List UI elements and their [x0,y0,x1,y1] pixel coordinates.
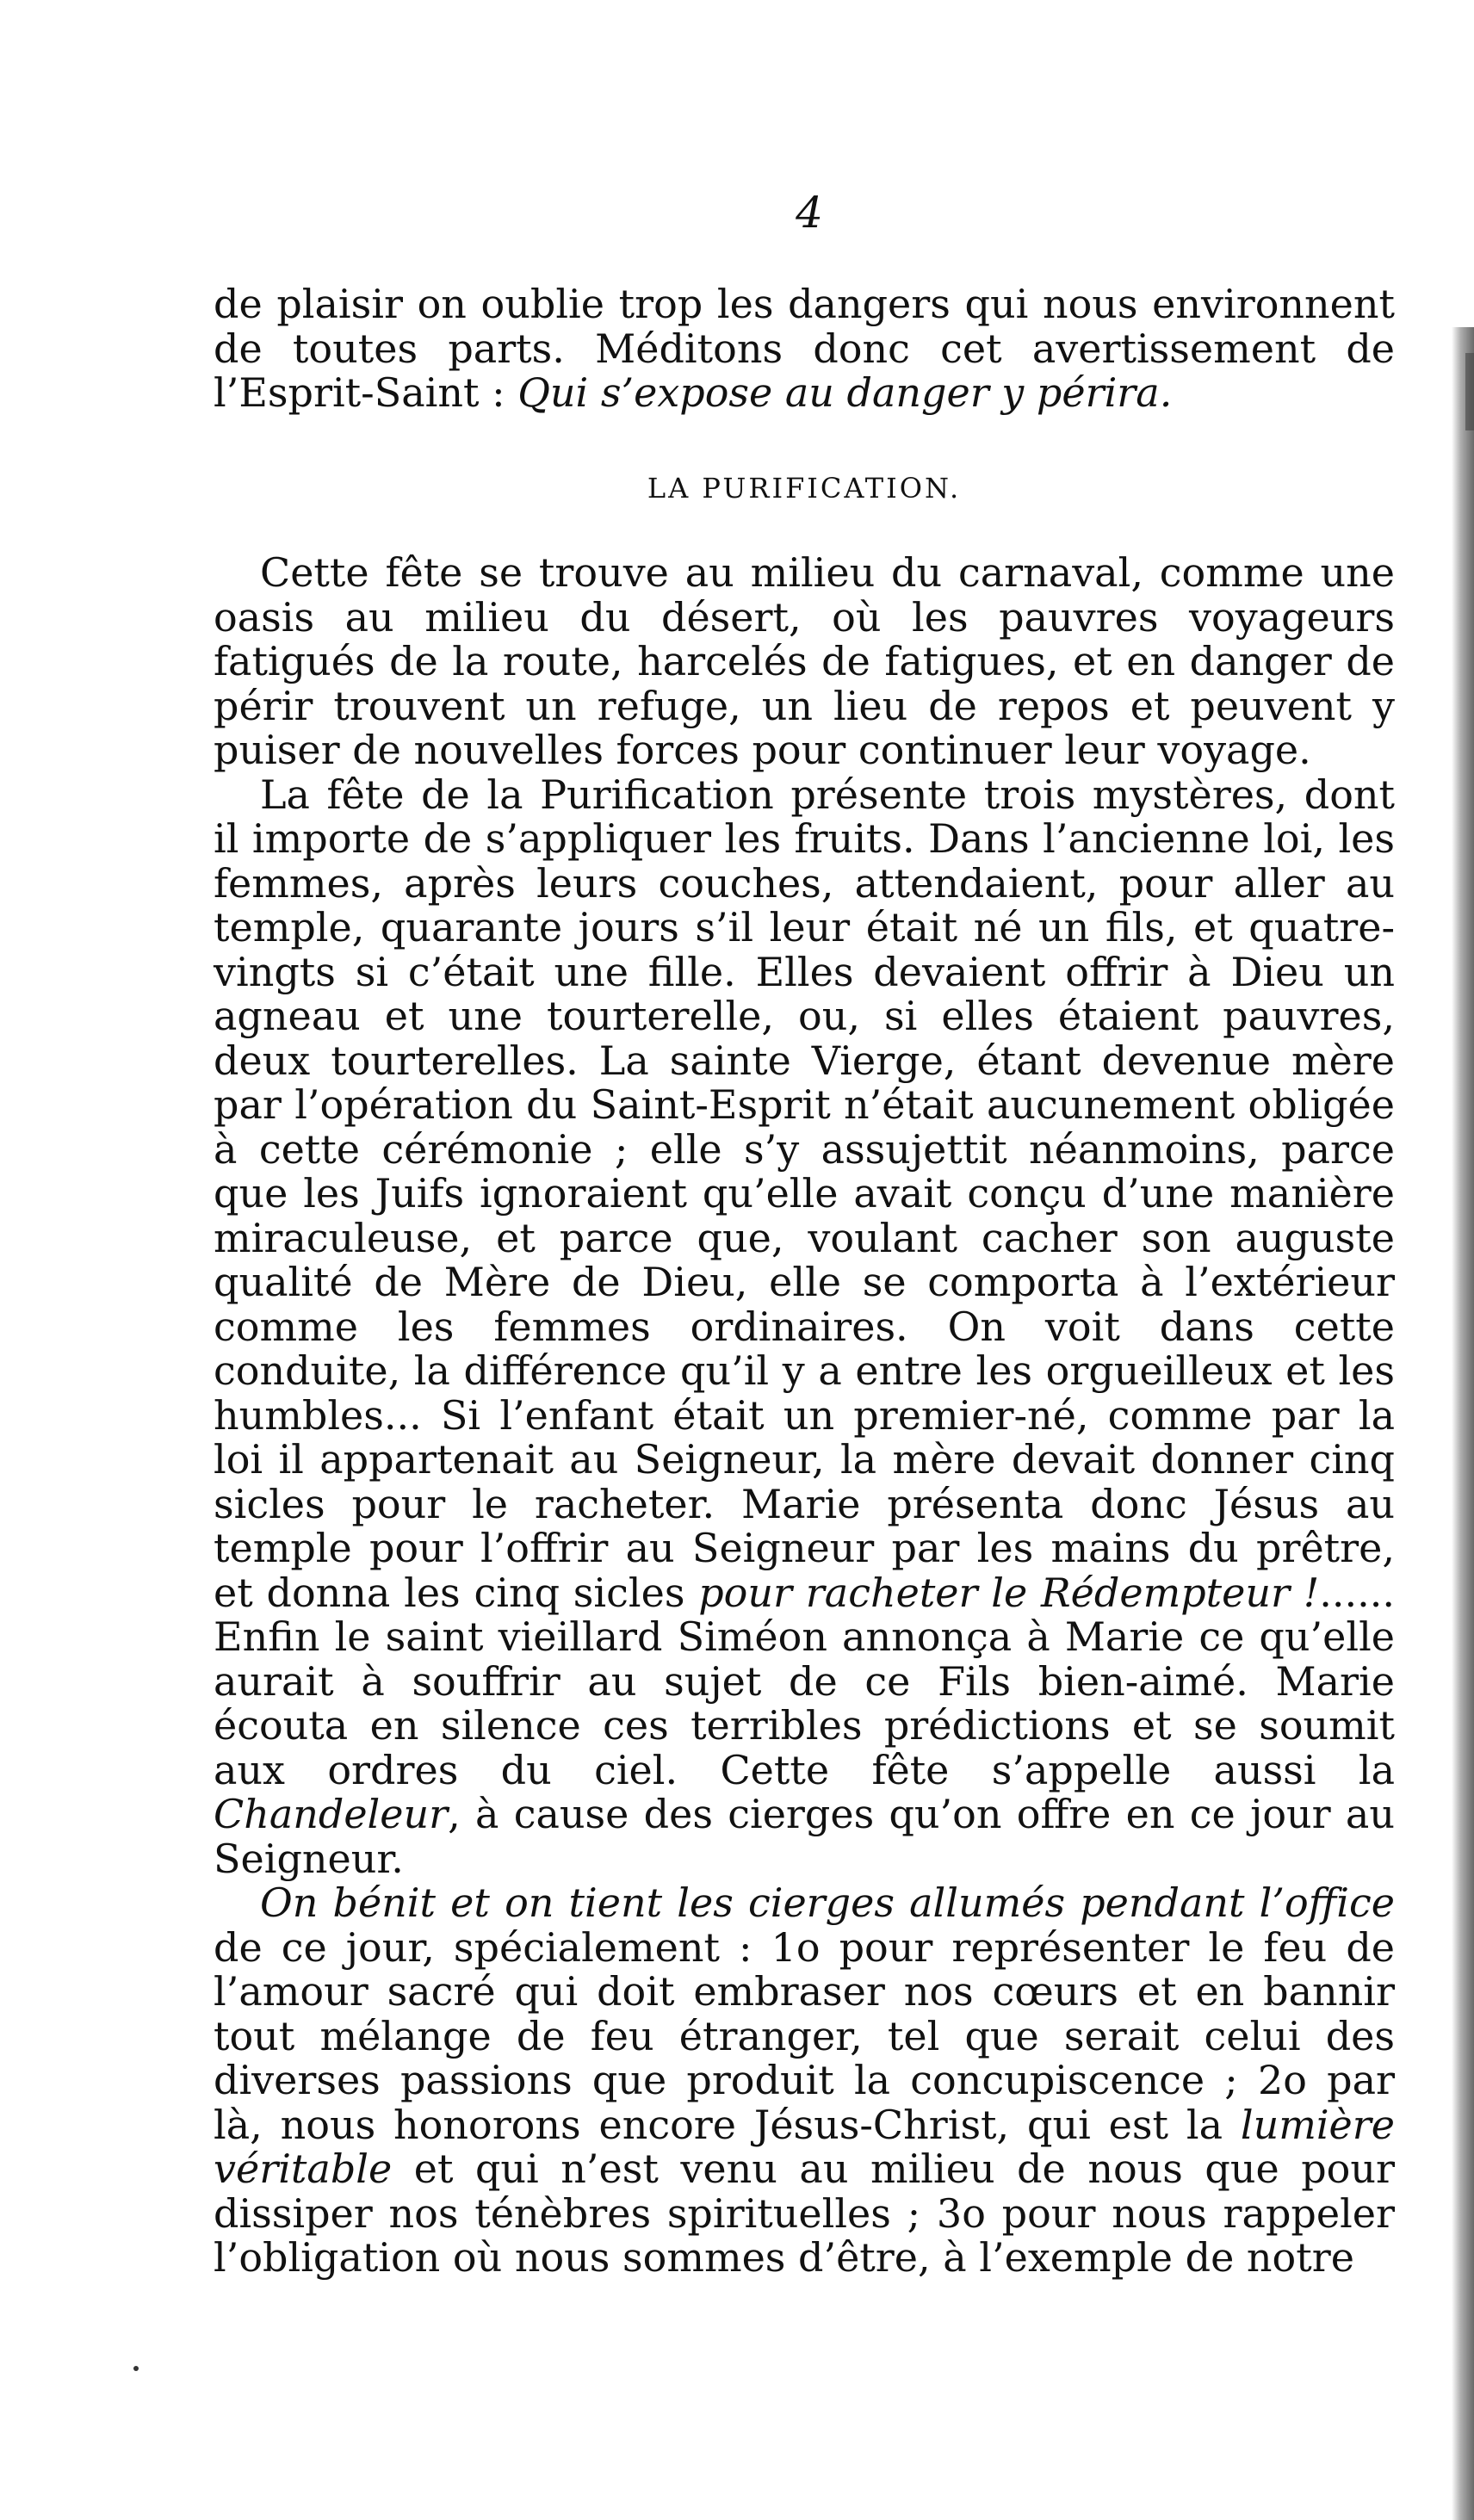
paragraph-2-text-cont: ...... Enfin le saint vieillard Siméon annonça à Marie ce qu’elle aurait à souffrir au sujet de ce Fils bien-aimé. Marie écouta en silence ces terribles prédictions et se soumit aux ordres du ciel. Cette fête s’appelle aussi la [214,1569,1395,1793]
scan-speck [133,2366,139,2371]
paragraph-3-emphasis-lumiere: lumière véritable [214,2101,1395,2192]
scan-edge-mark [1465,353,1474,430]
paragraph-2-emphasis-chandeleur: Chandeleur [214,1791,449,1837]
section-body [214,551,1395,2281]
paragraph-2-emphasis: pour racheter le Rédempteur ! [698,1569,1320,1616]
paragraph-2 [214,773,1395,1882]
paragraph-3-text: de ce jour, spécialement : 1o pour représenter le feu de l’amour sacré qui doit embraser nos cœurs et en bannir tout mélange de feu étranger, tel que serait celui des diverses passions que produit la concupiscence ; 2o par là, nous honorons encore Jésus-Christ, qui est la [214,1923,1395,2148]
intro-quote: Qui s’expose au danger y périra. [517,369,1173,416]
paragraph-3-text-end: et qui n’est venu au milieu de nous que pour dissiper nos ténèbres spirituelles ; 3o pour nous rappeler l’obligation où nous sommes d’être, à l’exemple de notre [214,2145,1395,2281]
paragraph-3 [214,1881,1395,2281]
intro-text-body: de plaisir on oublie trop les dangers qui nous environnent de toutes parts. Méditons donc cet avertissement de l’Esprit-Saint : [214,281,1395,416]
scan-edge-shadow [1452,327,1474,2520]
paragraph-1: Cette fête se trouve au milieu du carnaval, comme une oasis au milieu du désert, où les pauvres voyageurs fatigués de la route, harcelés de fatigues, et en danger de périr trouvent un refuge, un lieu de repos et peuvent y puiser de nouvelles forces pour continuer leur voyage. [214,549,1395,773]
intro-text [214,282,1395,416]
intro-paragraph [214,282,1395,416]
paragraph-3-emphasis: On bénit et on tient les cierges allumés pendant l’office [260,1879,1395,1926]
page-number: 4 [796,188,823,238]
section-heading: LA PURIFICATION. [647,472,962,505]
paragraph-2-text: La fête de la Purification présente trois mystères, dont il importe de s’appliquer les fruits. Dans l’ancienne loi, les femmes, après leurs couches, attendaient, pour aller au temple, quarante jours s’il leur était né un fils, et quatre-vingts si c’était une fille. Elles devaient offrir à Dieu un agneau et une tourterelle, ou, si elles étaient pauvres, deux tourterelles. La sainte Vierge, étant devenue mère par l’opération du Saint-Esprit n’était aucunement obligée à cette cérémonie ; elle s’y assujettit néanmoins, parce que les Juifs ignoraient qu’elle avait conçu d’une manière miraculeuse, et parce que, voulant cacher son auguste qualité de Mère de Dieu, elle se comporta à l’extérieur comme les femmes ordinaires. On voit dans cette conduite, la différence qu’il y a entre les orgueilleux et les humbles... Si l’enfant était un premier-né, comme par la loi il appartenait au Seigneur, la mère devait donner cinq sicles pour le racheter. Marie présenta donc Jésus au temple pour l’offrir au Seigneur par les mains du prêtre, et donna les cinq sicles [214,771,1395,1616]
paragraph-2-text-end: , à cause des cierges qu’on offre en ce jour au Seigneur. [214,1791,1395,1882]
